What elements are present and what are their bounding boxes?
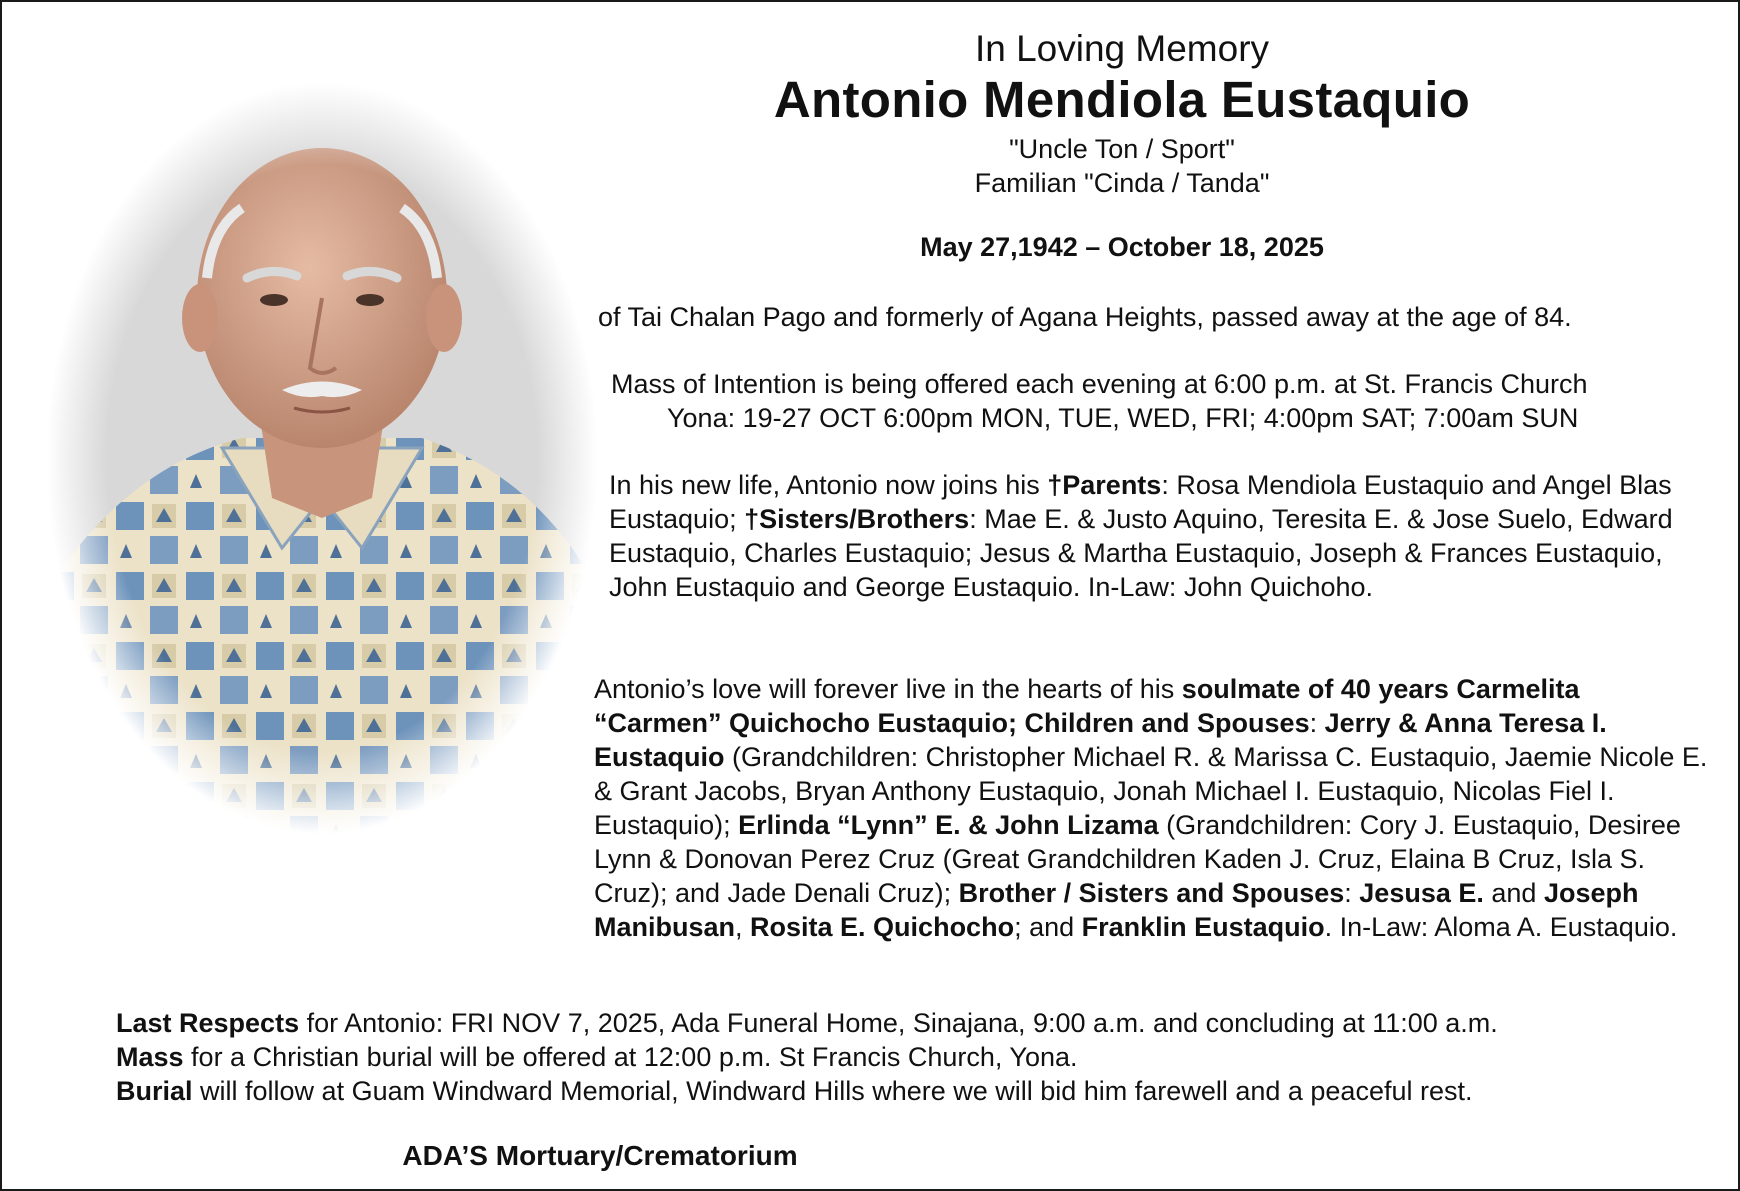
- last-respects-line: [116, 1006, 1716, 1040]
- mass-of-intention: [611, 367, 1721, 435]
- sibling-name: Rosita E. Quichocho: [750, 912, 1015, 942]
- text: Antonio’s love will forever live in the hearts of his: [594, 674, 1182, 704]
- predeceased-paragraph: [609, 468, 1689, 604]
- text: ; and: [1014, 912, 1082, 942]
- text: In his new life, Antonio now joins his: [609, 470, 1048, 500]
- familian: Familian "Cinda / Tanda": [974, 168, 1270, 198]
- text: (Grandchildren: Cory J. Eustaquio, Desiree Lynn & Donovan Perez Cruz (Great Grandchildren Kaden J. Cruz, Elaina B Cruz, Isla S. Cruz); and Jade Denali Cruz);: [594, 810, 1681, 908]
- child-name: Erlinda “Lynn” E. & John Lizama: [738, 810, 1159, 840]
- burial-label: Burial: [116, 1076, 193, 1106]
- mass-intention-line2: Yona: 19-27 OCT 6:00pm MON, TUE, WED, FRI; 4:00pm SAT; 7:00am SUN: [667, 403, 1579, 433]
- mass-label: Mass: [116, 1042, 184, 1072]
- sibling-name: Joseph Manibusan: [594, 878, 1639, 942]
- portrait-photo: [42, 78, 602, 838]
- text: for a Christian burial will be offered at 12:00 p.m. St Francis Church, Yona.: [183, 1042, 1078, 1072]
- siblings-label: †Sisters/Brothers: [744, 504, 970, 534]
- text: will follow at Guam Windward Memorial, Windward Hills where we will bid him farewell and a peaceful rest.: [192, 1076, 1473, 1106]
- deceased-name: Antonio Mendiola Eustaquio: [773, 71, 1471, 128]
- soulmate-label: soulmate of 40 years Carmelita “Carmen” Quichocho Eustaquio; Children and Spouses: [594, 674, 1580, 738]
- life-dates: May 27,1942 – October 18, 2025: [920, 232, 1324, 262]
- text: . In-Law: Aloma A. Eustaquio.: [1324, 912, 1678, 942]
- text: ,: [735, 912, 751, 942]
- sibling-name: Jesusa E.: [1359, 878, 1484, 908]
- mortuary-label: ADA’S Mortuary/Crematorium: [402, 1140, 798, 1171]
- parents-label: †Parents: [1047, 470, 1162, 500]
- nicknames: [622, 132, 1622, 200]
- text: :: [1309, 708, 1325, 738]
- last-respects-label: Last Respects: [116, 1008, 300, 1038]
- text: : Mae E. & Justo Aquino, Teresita E. & Jose Suelo, Edward Eustaquio, Charles Eustaquio; Jesus & Martha Eustaquio, Joseph & Frances Eustaquio, John Eustaquio and George Eustaquio. In-Law: John Quichoho.: [609, 504, 1673, 602]
- nickname: "Uncle Ton / Sport": [1009, 134, 1235, 164]
- survivors-paragraph: [594, 672, 1714, 944]
- mortuary-name: [2, 1140, 1738, 1172]
- text: for Antonio: FRI NOV 7, 2025, Ada Funeral Home, Sinajana, 9:00 a.m. and concluding at 11:00 a.m.: [299, 1008, 1498, 1038]
- text: and: [1483, 878, 1544, 908]
- text: (Grandchildren: Christopher Michael R. & Marissa C. Eustaquio, Jaemie Nicole E. & Grant Jacobs, Bryan Anthony Eustaquio, Jonah Michael I. Eustaquio, Nicolas Fiel I. Eustaquio);: [594, 742, 1708, 840]
- siblings-label: Brother / Sisters and Spouses: [958, 878, 1345, 908]
- burial-line: [116, 1074, 1716, 1108]
- mass-line: [116, 1040, 1716, 1074]
- text: :: [1344, 878, 1360, 908]
- passed-away-text: of Tai Chalan Pago and formerly of Agana Heights, passed away at the age of 84.: [598, 302, 1572, 332]
- services-section: [116, 1006, 1716, 1108]
- text: : Rosa Mendiola Eustaquio and Angel Blas Eustaquio;: [609, 470, 1672, 534]
- memorial-intro: In Loving Memory: [974, 28, 1270, 69]
- sibling-name: Franklin Eustaquio: [1081, 912, 1325, 942]
- child-name: Jerry & Anna Teresa I. Eustaquio: [594, 708, 1607, 772]
- mass-intention-line1: Mass of Intention is being offered each evening at 6:00 p.m. at St. Francis Church: [611, 369, 1588, 399]
